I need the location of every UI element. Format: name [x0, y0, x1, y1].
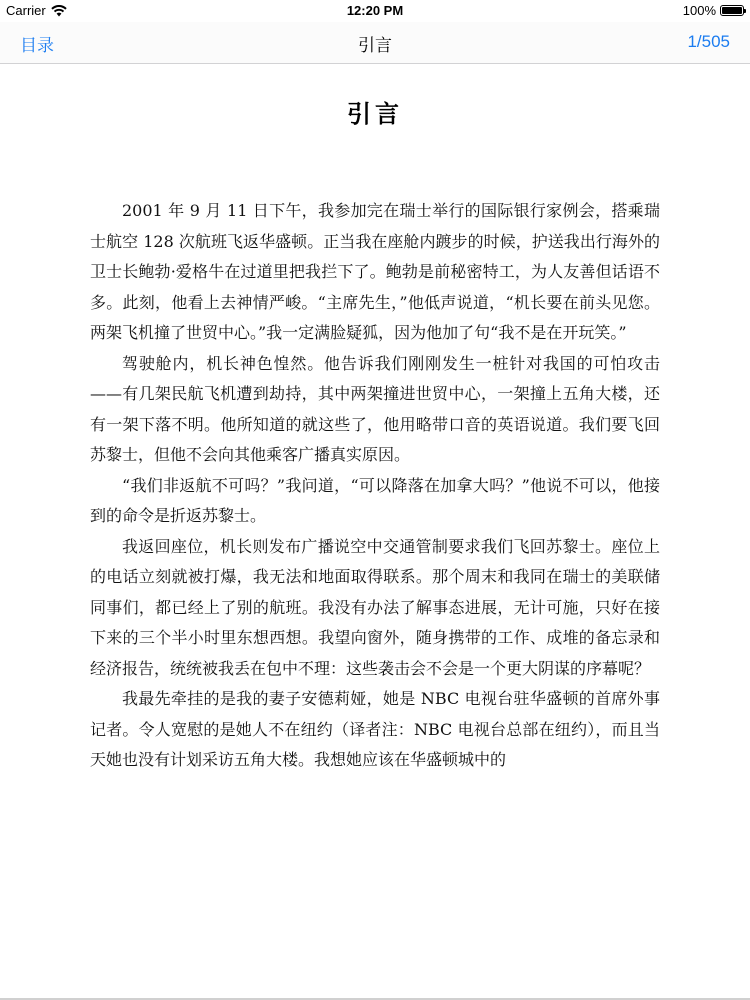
page-indicator[interactable]: 1/505 — [687, 32, 730, 51]
battery-percent: 100% — [682, 3, 716, 18]
paragraph: 驾驶舱内，机长神色惶然。他告诉我们刚刚发生一桩针对我国的可怕攻击——有几架民航飞机遭到劫持，其中两架撞进世贸中心，一架撞上五角大楼，还有一架下落不明。他所知道的就这些了，他用略带口音的英语说道。我们要飞回苏黎士，但他不会向其他乘客广播真实原因。 — [90, 353, 660, 464]
chapter-body — [90, 196, 660, 776]
paragraph: 我返回座位，机长则发布广播说空中交通管制要求我们飞回苏黎士。座位上的电话立刻就被打爆，我无法和地面取得联系。那个周末和我同在瑞士的美联储同事们，都已经上了别的航班。我没有办法了解事态进展，无计可施，只好在接下来的三个半小时里东想西想。我望向窗外，随身携带的工作、成堆的备忘录和经济报告，统统被我丢在包中不理：这些袭击会不会是一个更大阴谋的序幕呢？ — [90, 536, 660, 678]
chapter-title: 引言 — [347, 99, 403, 128]
paragraph: 2001 年 9 月 11 日下午，我参加完在瑞士举行的国际银行家例会，搭乘瑞士航空 128 次航班飞返华盛顿。正当我在座舱内踱步的时候，护送我出行海外的卫士长鲍勃·爱格牛在过道里把我拦下了。鲍勃是前秘密特工，为人友善但话语不多。此刻，他看上去神情严峻。“主席先生，”他低声说道，“机长要在前头见您。两架飞机撞了世贸中心。”我一定满脸疑狐，因为他加了句“我不是在开玩笑。” — [90, 201, 660, 342]
battery-icon — [720, 5, 744, 16]
battery-fill — [722, 7, 742, 14]
status-right — [683, 3, 744, 18]
status-time: 12:20 PM — [346, 3, 404, 18]
nav-title: 引言 — [358, 36, 392, 56]
carrier-label: Carrier — [6, 3, 46, 18]
nav-bar — [0, 22, 750, 64]
reading-page[interactable] — [0, 64, 750, 1000]
status-bar — [0, 0, 750, 22]
table-of-contents-button[interactable]: 目录 — [20, 36, 54, 56]
paragraph: “我们非返航不可吗？”我问道，“可以降落在加拿大吗？”他说不可以，他接到的命令是折返苏黎士。 — [90, 475, 660, 525]
paragraph: 我最先牵挂的是我的妻子安德莉娅，她是 NBC 电视台驻华盛顿的首席外事记者。令人宽慰的是她人不在纽约（译者注：NBC 电视台总部在纽约），而且当天她也没有计划采访五角大楼。我想她应该在华盛顿城中的 — [90, 689, 660, 769]
